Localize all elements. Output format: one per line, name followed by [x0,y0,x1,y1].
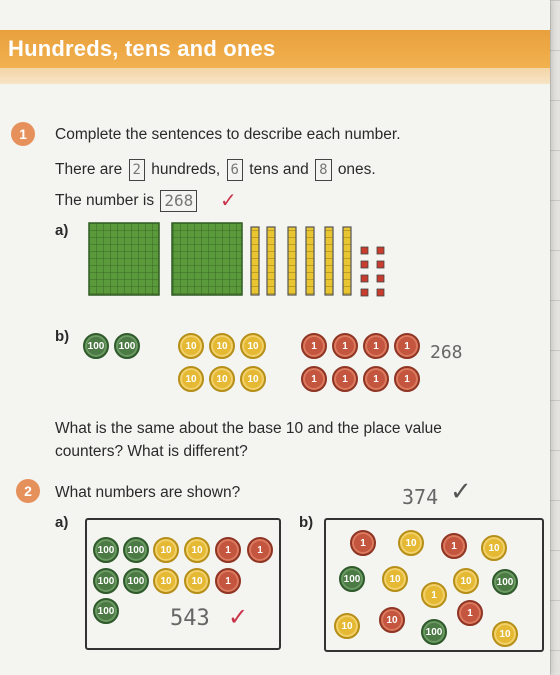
tens-counter: 10 [153,537,179,563]
ones-answer-box[interactable]: 8 [315,159,331,181]
ten-rod-4 [306,227,314,295]
tick-mark: ✓ [450,476,472,506]
sentence-part-2: hundreds, [151,161,221,179]
hundred-block-2 [172,223,242,295]
hundreds-counter: 100 [492,569,518,595]
tick-mark: ✓ [228,604,249,631]
number-sentence [55,190,199,212]
one-cube-7 [361,289,368,296]
ones-counter: 1 [215,568,241,594]
part-2b-label: b) [299,514,314,531]
part-a-label: a) [55,222,69,239]
base-ten-blocks [89,223,409,303]
tens-counter: 10 [209,366,235,392]
ones-counter: 1 [394,366,420,392]
ten-rod-5 [325,227,333,295]
one-cube-5 [361,275,368,282]
tens-counter: 10 [240,333,266,359]
number-answer-box[interactable]: 268 [160,190,197,212]
sentence-part-4: ones. [337,161,376,179]
hundreds-answer-box[interactable]: 2 [129,159,145,181]
ten-rod-2 [267,227,275,295]
handwritten-answer-2a: 543 [170,606,210,631]
ones-counter: 1 [394,333,420,359]
hundreds-counter: 100 [93,598,119,624]
ones-counter: 1 [363,366,389,392]
ones-counter: 1 [247,537,273,563]
tens-counter: 10 [398,530,424,556]
hundreds-counter: 100 [123,537,149,563]
ten-rod-3 [288,227,296,295]
hundred-block-1 [89,223,159,295]
tens-answer-box[interactable]: 6 [227,159,243,181]
one-cube-6 [377,275,384,282]
one-cube-2 [377,247,384,254]
tens-counter: 10 [153,568,179,594]
ones-counter: 10 [379,607,405,633]
ten-rod-1 [251,227,259,295]
one-cube-1 [361,247,368,254]
handwritten-answer-2b: 374 [402,485,439,509]
ones-counter: 1 [332,333,358,359]
one-cube-4 [377,261,384,268]
page-title: Hundreds, tens and ones [8,36,276,61]
sentence-part-1: There are [55,161,123,179]
part-2a-label: a) [55,514,69,531]
tens-counter: 10 [240,366,266,392]
sentence-part-3: tens and [249,161,309,179]
one-cube-3 [361,261,368,268]
ten-rods [251,227,351,295]
ones-counter: 1 [457,600,483,626]
tens-counter: 10 [481,535,507,561]
question-1-prompt: Complete the sentences to describe each number. [55,126,401,143]
handwritten-answer-b: 268 [430,342,463,363]
tens-counter: 10 [334,613,360,639]
tens-counter: 10 [178,333,204,359]
discussion-question-line-2: counters? What is different? [55,443,248,460]
one-cube-8 [377,289,384,296]
tens-counter: 10 [382,566,408,592]
hundreds-counter: 100 [339,566,365,592]
question-2-number: 2 [16,479,40,503]
ones-counter: 1 [301,366,327,392]
number-sentence-label: The number is [55,192,155,210]
ones-counter: 1 [332,366,358,392]
ones-counter: 1 [363,333,389,359]
tick-mark: ✓ [220,190,237,212]
hundreds-counter: 100 [93,537,119,563]
tens-counter: 10 [178,366,204,392]
hundreds-counter: 100 [114,333,140,359]
hundreds-counter: 100 [123,568,149,594]
one-cubes [361,247,384,296]
tens-counter: 10 [492,621,518,647]
ones-counter: 1 [441,533,467,559]
title-strip [0,68,550,84]
tens-counter: 10 [453,568,479,594]
hundreds-tens-ones-sentence [55,159,376,181]
tens-counter: 10 [184,568,210,594]
ten-rod-6 [343,227,351,295]
hundreds-counter: 100 [83,333,109,359]
ones-counter: 1 [301,333,327,359]
part-b-label: b) [55,328,70,345]
hundreds-counter: 100 [93,568,119,594]
question-2-prompt: What numbers are shown? [55,484,241,501]
tens-counter: 10 [184,537,210,563]
hundreds-counter: 100 [421,619,447,645]
tens-counter: 10 [209,333,235,359]
ones-counter: 1 [350,530,376,556]
tens-counter: 1 [421,582,447,608]
question-1-number: 1 [11,122,35,146]
discussion-question-line-1: What is the same about the base 10 and the place value [55,420,442,437]
ones-counter: 1 [215,537,241,563]
